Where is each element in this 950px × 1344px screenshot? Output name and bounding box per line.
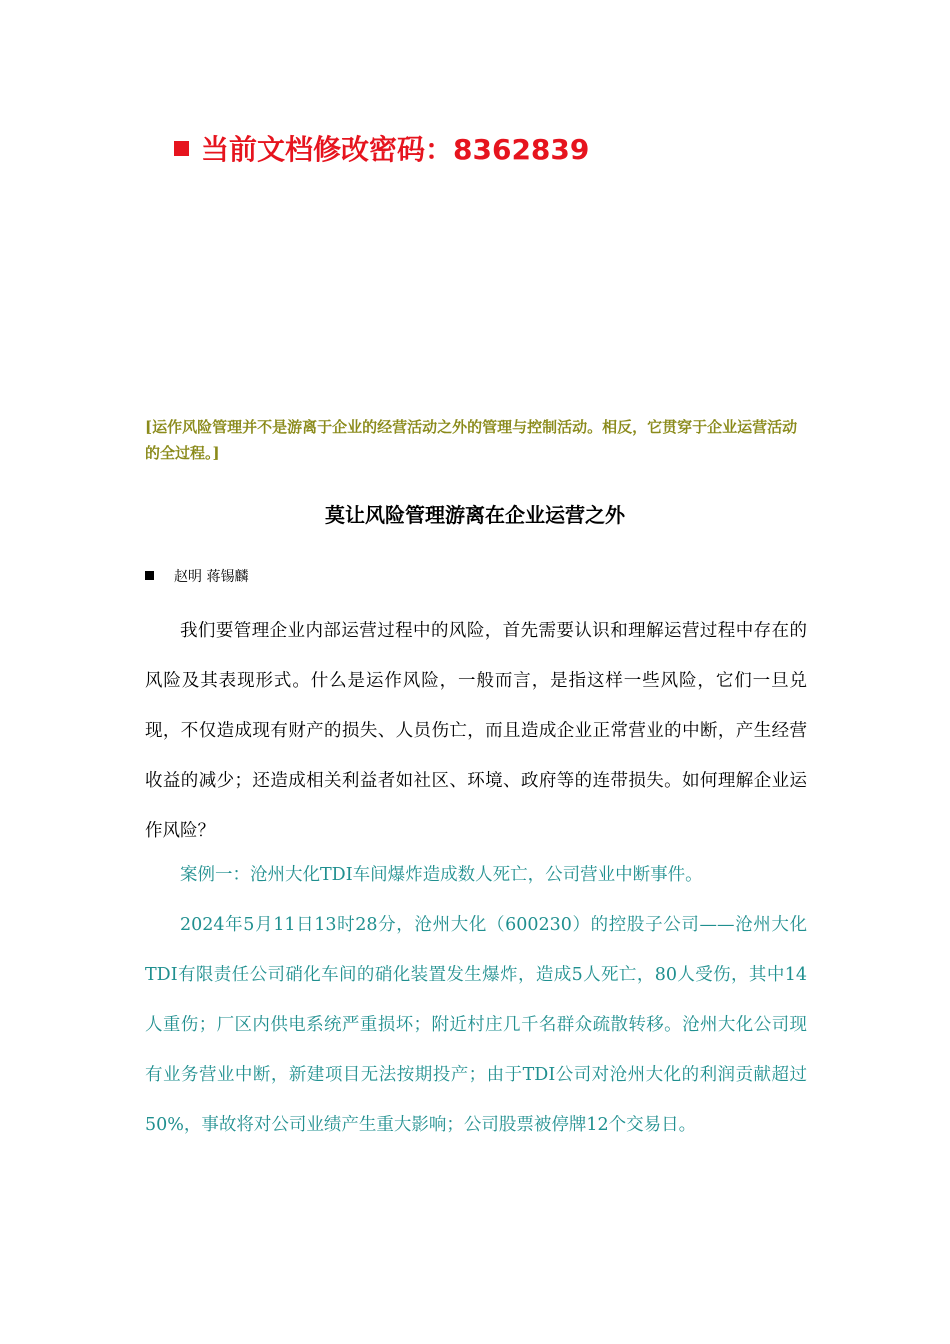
banner-text: 当前文档修改密码：8362839 xyxy=(201,133,590,166)
article-authors xyxy=(145,564,805,590)
article-abstract: [运作风险管理并不是游离于企业的经营活动之外的管理与控制活动。相反，它贯穿于企业运营活动的全过程。] xyxy=(145,418,798,462)
article-title: 莫让风险管理游离在企业运营之外 xyxy=(325,503,625,527)
square-bullet-icon xyxy=(174,141,189,156)
case-title: 案例一：沧州大化TDI车间爆炸造成数人死亡，公司营业中断事件。 xyxy=(180,865,703,885)
square-bullet-icon xyxy=(145,571,154,580)
case-paragraph: 2024年5月11日13时28分，沧州大化（600230）的控股子公司——沧州大化TDI有限责任公司硝化车间的硝化装置发生爆炸，造成5人死亡，80人受伤，其中14人重伤；厂区内供电系统严重损坏；附近村庄几千名群众疏散转移。沧州大化公司现有业务营业中断，新建项目无法按期投产；由于TDI公司对沧州大化的利润贡献超过50%，事故将对公司业绩产生重大影响；公司股票被停牌12个交易日。 xyxy=(145,915,807,1135)
password-banner xyxy=(174,130,874,170)
body-paragraph: 我们要管理企业内部运营过程中的风险，首先需要认识和理解运营过程中存在的风险及其表现形式。什么是运作风险，一般而言，是指这样一些风险，它们一旦兑现，不仅造成现有财产的损失、人员伤亡，而且造成企业正常营业的中断，产生经营收益的减少；还造成相关利益者如社区、环境、政府等的连带损失。如何理解企业运作风险？ xyxy=(145,621,807,841)
authors-text: 赵明 蒋锡麟 xyxy=(174,569,249,585)
